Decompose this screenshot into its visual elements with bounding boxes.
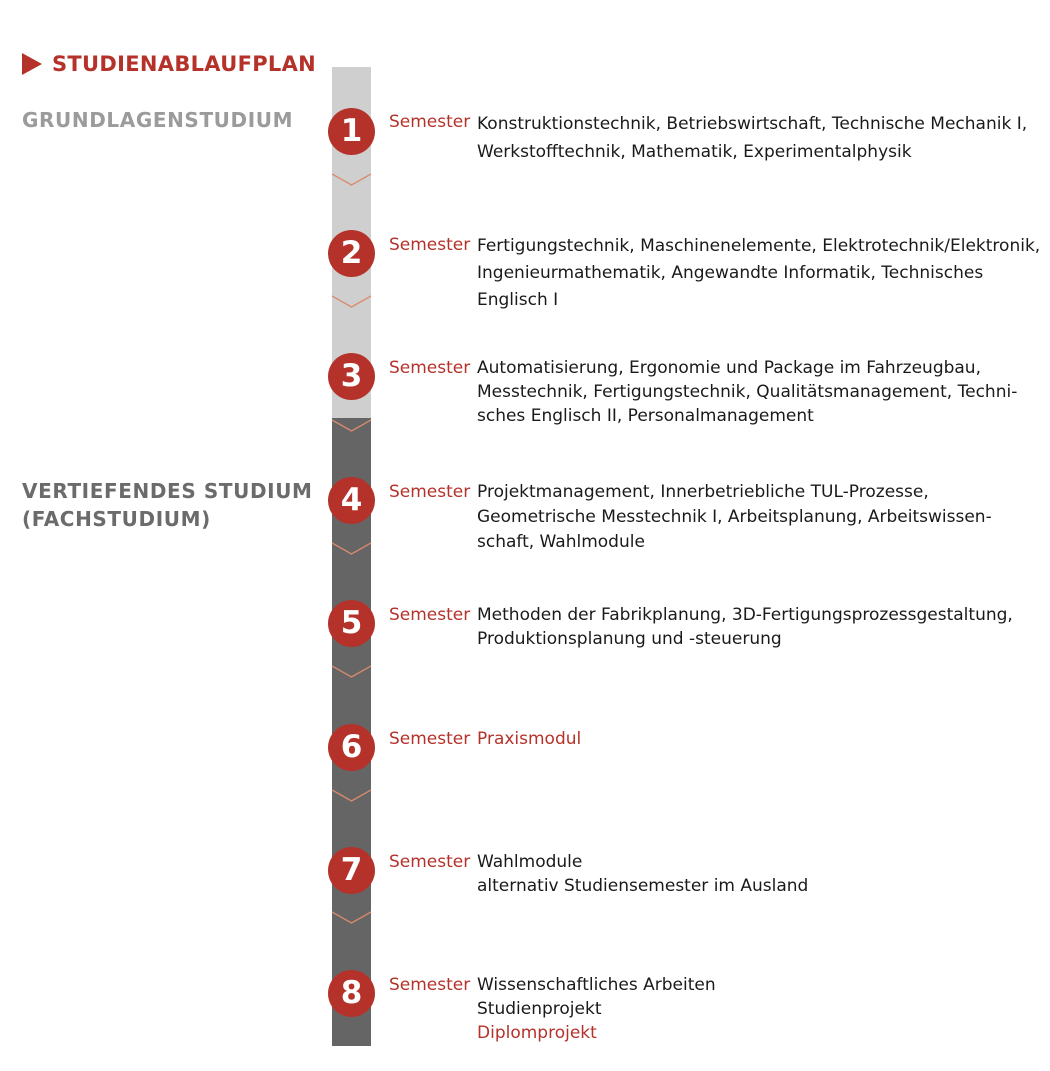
module-line: Automatisierung, Ergonomie und Package im Fahrzeugbau, [477,358,981,378]
chevron-down-icon [332,788,371,804]
module-line: Studienprojekt [477,999,602,1019]
semester-modules [477,727,1037,751]
module-line: Geometrische Messtechnik I, Arbeitsplanung, Arbeitswissen- [477,507,992,527]
chevron-down-icon [332,418,371,434]
semester-number-badge: 3 [328,353,375,400]
semester-label: Semester [389,852,471,872]
chevron-down-icon [332,664,371,680]
semester-label: Semester [389,112,471,132]
semester-number-badge: 6 [328,724,375,771]
module-line: Diplomprojekt [477,1023,597,1043]
module-line: Methoden der Fabrikplanung, 3D-Fertigungsprozessgestaltung, [477,605,1013,625]
chevron-down-icon [332,910,371,926]
module-line: Produktionsplanung und -steuerung [477,629,782,649]
semester-modules [477,850,1037,898]
semester-label: Semester [389,358,471,378]
semester-modules [477,603,1037,651]
semester-label: Semester [389,729,471,749]
semester-number-badge: 8 [328,970,375,1017]
module-line: Wahlmodule [477,852,583,872]
chevron-down-icon [332,541,371,557]
semester-number-badge: 2 [328,230,375,277]
module-line: Praxismodul [477,729,582,749]
plan-title-text: STUDIENABLAUFPLAN [52,52,317,76]
module-line: alternativ Studiensemester im Ausland [477,876,809,896]
phase-basic-studies [22,106,293,134]
module-line: Messtechnik, Fertigungstechnik, Qualitätsmanagement, Techni- [477,382,1018,402]
semester-number-badge: 1 [328,108,375,155]
semester-modules [477,233,1041,314]
semester-label: Semester [389,235,471,255]
phase-label-line: GRUNDLAGENSTUDIUM [22,108,294,132]
semester-number-badge: 7 [328,847,375,894]
module-line: Englisch I [477,290,559,310]
module-line: Fertigungstechnik, Maschinenelemente, Elektrotechnik/Elektronik, [477,236,1041,256]
semester-number-badge: 4 [328,477,375,524]
semester-modules [477,110,1037,166]
module-line: schaft, Wahlmodule [477,532,645,552]
semester-label: Semester [389,975,471,995]
phase-advanced-studies [22,477,313,533]
semester-label: Semester [389,605,471,625]
semester-modules [477,356,1037,428]
semester-label: Semester [389,482,471,502]
module-line: Ingenieurmathematik, Angewandte Informatik, Technisches [477,263,984,283]
semester-modules [477,973,1037,1045]
semester-number-badge: 5 [328,600,375,647]
chevron-down-icon [332,294,371,310]
module-line: Wissenschaftliches Arbeiten [477,975,716,995]
chevron-down-icon [332,172,371,188]
module-line: Konstruktionstechnik, Betriebswirtschaft, Technische Mechanik I, [477,114,1028,134]
phase-label-line: VERTIEFENDES STUDIUM [22,479,313,503]
module-line: sches Englisch II, Personalmanagement [477,406,814,426]
module-line: Projektmanagement, Innerbetriebliche TUL-Prozesse, [477,482,929,502]
plan-title [22,49,316,79]
module-line: Werkstofftechnik, Mathematik, Experimentalphysik [477,142,912,162]
phase-label-line: (FACHSTUDIUM) [22,507,211,531]
semester-modules [477,480,1037,555]
play-triangle-icon [22,53,42,75]
